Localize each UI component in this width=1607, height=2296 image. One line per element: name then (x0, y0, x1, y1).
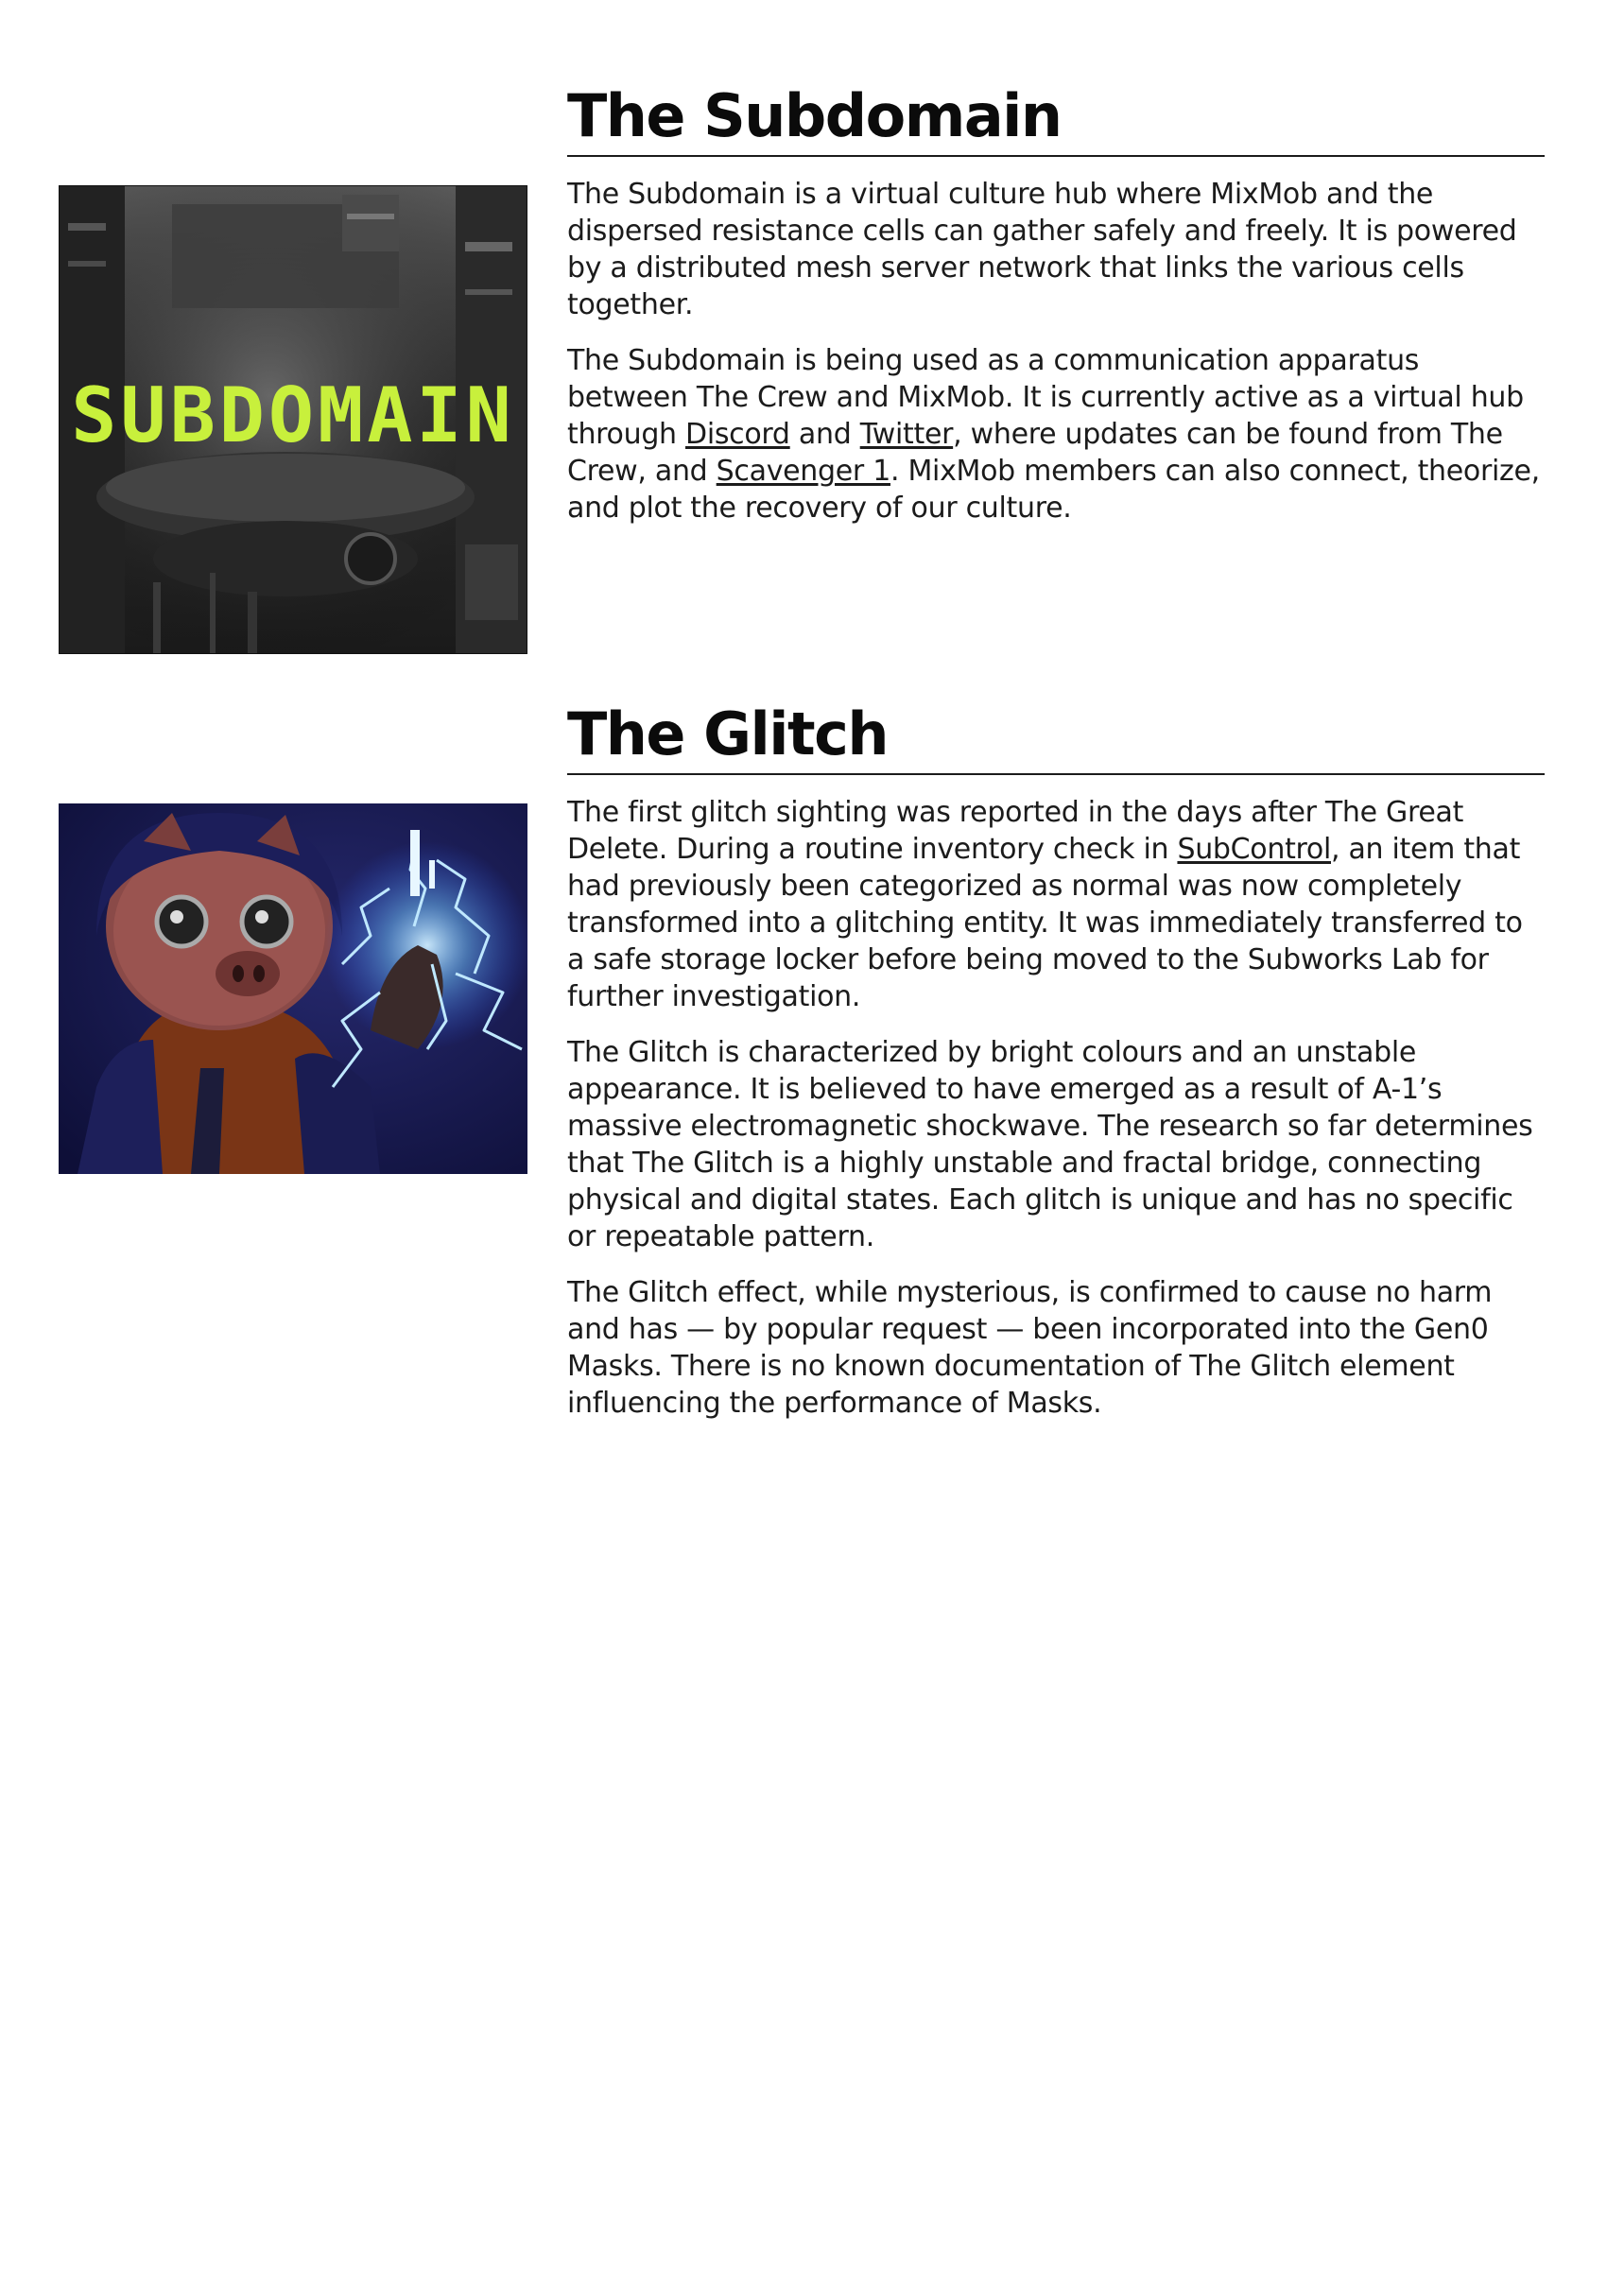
subdomain-image (59, 185, 527, 654)
text-segment: , an item that had previously been categorized as normal was now completely transformed into a glitching entity. It was immediately transferred to a safe storage locker before being moved to the Subworks Lab for further investigation. (567, 833, 1523, 1013)
text-segment: . MixMob members can also connect, theorize, and plot the recovery of our culture. (567, 455, 1540, 525)
glitch-paragraph-3: The Glitch effect, while mysterious, is confirmed to cause no harm and has — by popular request — been incorporated into the Gen0 Masks. There is no known documentation of The Glitch element influencing the performance of Masks. (567, 1276, 1493, 1420)
subdomain-image-label: SUBDOMAIN (71, 371, 515, 459)
text-segment: The first glitch sighting was reported in the days after The Great Delete. During a routine inventory check in (567, 796, 1464, 866)
subdomain-paragraph-1: The Subdomain is a virtual culture hub where MixMob and the dispersed resistance cells can gather safely and freely. It is powered by a distributed mesh server network that links the various cells together. (567, 178, 1517, 321)
text-segment: , where updates can be found from The Crew, and (567, 418, 1503, 488)
subdomain-paragraph-2 (567, 342, 1545, 527)
glitch-image (59, 803, 527, 1174)
glitch-paragraph-1 (567, 794, 1545, 1015)
discord-link[interactable]: Discord (685, 418, 790, 451)
subdomain-heading: The Subdomain (567, 87, 1545, 157)
text-segment: and (789, 418, 860, 451)
glitch-heading: The Glitch (567, 705, 1545, 775)
twitter-link[interactable]: Twitter (859, 418, 954, 451)
subcontrol-link[interactable]: SubControl (1177, 833, 1331, 866)
text-segment: The Subdomain is being used as a communication apparatus between The Crew and MixMob. It is currently active as a virtual hub through (567, 344, 1524, 451)
glitch-paragraph-2: The Glitch is characterized by bright colours and an unstable appearance. It is believed to have emerged as a result of A-1’s massive electromagnetic shockwave. The research so far determines that The Glitch is a highly unstable and fractal bridge, connecting physical and digital states. Each glitch is unique and has no specific or repeatable pattern. (567, 1036, 1533, 1253)
subdomain-column (567, 81, 1545, 545)
glitch-pig-illustration (59, 803, 527, 1174)
glitch-column (567, 699, 1545, 1441)
scavenger-1-link[interactable]: Scavenger 1 (716, 455, 890, 488)
